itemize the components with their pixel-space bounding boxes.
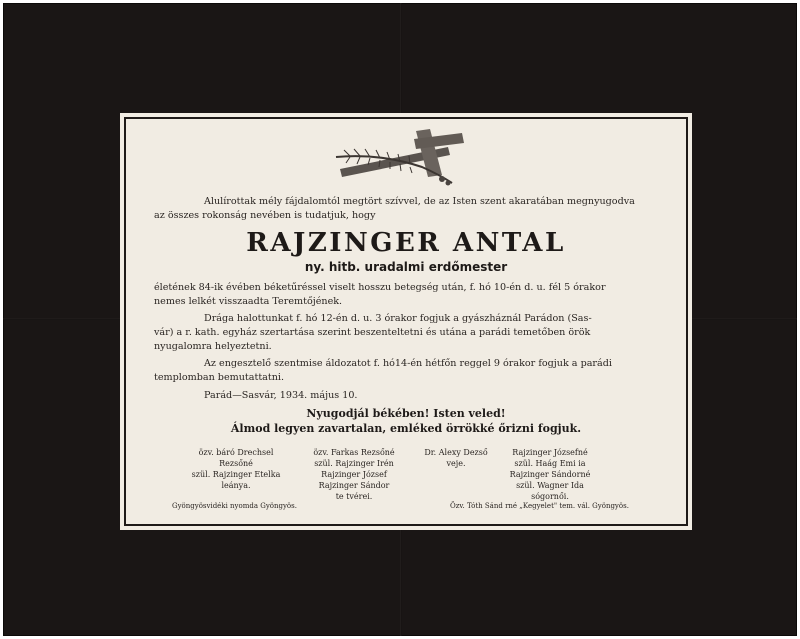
burial-line-3: nyugalomra helyeztetni. [154,341,272,352]
signatory-2-line: özv. Farkas Rezsőné [313,448,395,457]
printer-credit: Gyöngyösvidéki nyomda Gyöngyös. [172,502,297,510]
mass-line-1: Az engesztelő szentmise áldozatot f. hó14-én hétfőn reggel 9 órakor fogjuk a parádi [204,358,612,369]
signatory-3-line: veje. [446,459,466,468]
intro-line-2: az összes rokonság nevében is tudatjuk, hogy [154,210,376,221]
burial-paragraph [154,312,592,354]
closing-line-2: Álmod legyen zavartalan, emléked örrökké őrizni fogjuk. [230,422,582,435]
death-line-2: nemes lelkét visszaadta Teremtőjének. [154,296,343,307]
closing-line-1: Nyugodjál békében! Isten veled! [306,407,506,420]
signatory-1-line: özv. báró Drechsel Rezsőné [198,448,274,468]
mass-paragraph [154,357,612,385]
signatory-4-line: sógornői. [531,492,569,501]
intro-line-1: Alulírottak mély fájdalomtól megtört szívvel, de az Isten szent akaratában megnyugodva [204,196,635,207]
undertaker-credit: Özv. Tóth Sánd rné „Kegyelet" tem. vál. Gyöngyös. [450,502,629,510]
signatory-1-line: szül. Rajzinger Etelka [191,470,281,479]
signatory-2-line: Rajzinger Sándor [318,481,390,490]
signatory-1 [186,447,286,491]
signatory-4-line: Rajzinger Józsefné [512,448,588,457]
burial-line-1: Drága halottunkat f. hó 12-én d. u. 3 órakor fogjuk a gyászháznál Parádon (Sas- [204,313,592,324]
signatory-1-line: leánya. [221,481,251,490]
place-date: Parád—Sasvár, 1934. május 10. [204,390,358,401]
signatory-3 [416,447,496,469]
signatory-2-line: szül. Rajzinger Irén [314,459,394,468]
signatory-4-line: Rajzinger Sándorné [509,470,591,479]
signatory-2 [306,447,402,502]
obituary-card [120,113,692,530]
death-line-1: életének 84-ik évében béketűréssel viselt hosszu betegség után, f. hó 10-én d. u. fél 5 órakor [154,282,606,293]
signatory-2-line: te tvérei. [335,492,373,501]
deceased-title: ny. hitb. uradalmi erdőmester [304,260,508,274]
mass-line-2: templomban bemutattatni. [154,372,285,383]
deceased-name: RAJZINGER ANTAL [246,228,566,258]
signatory-2-line: Rajzinger József [321,470,387,479]
signatory-4 [500,447,600,502]
death-paragraph [154,281,606,309]
cross-with-palm-icon [330,123,470,189]
signatory-4-line: szül. Wagner Ida [516,481,584,490]
signatory-4-line: szül. Haág Emi ia [514,459,586,468]
signatory-3-line: Dr. Alexy Dezső [424,448,488,457]
burial-line-2: vár) a r. kath. egyház szertartása szerint beszenteltetni és utána a parádi temetőben örök [154,327,591,338]
